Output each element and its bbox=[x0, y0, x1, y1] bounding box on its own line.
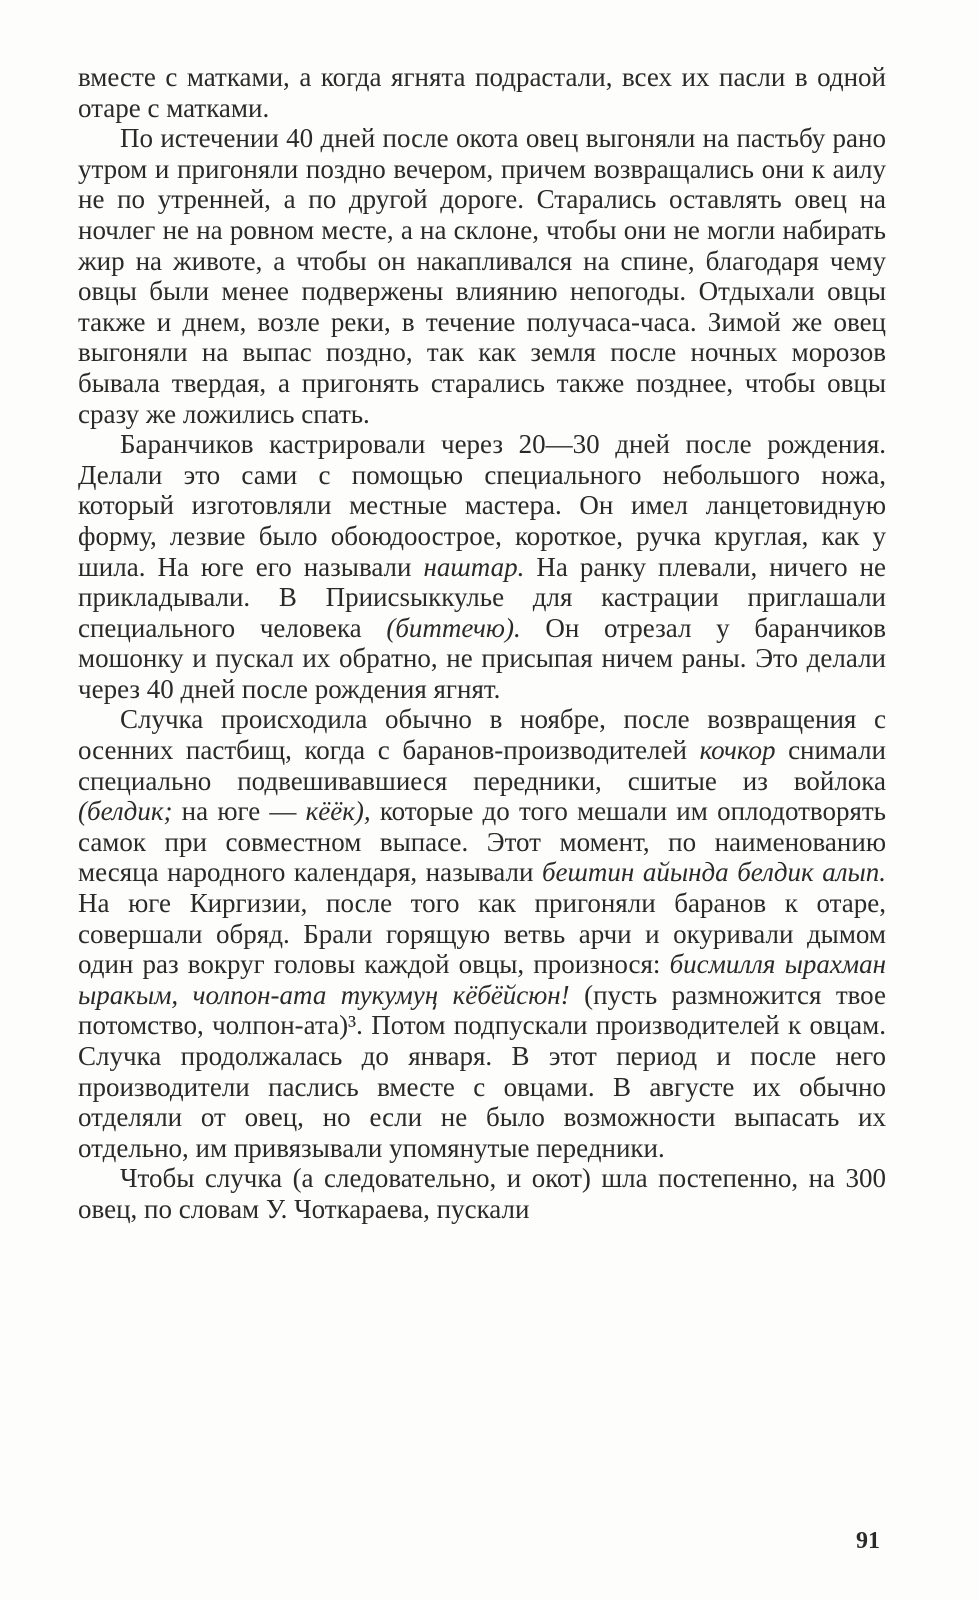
body-text bbox=[78, 62, 886, 1225]
paragraph bbox=[78, 1163, 886, 1224]
text-run: Чтобы случка (а следовательно, и окот) шла постепенно, на 300 овец, по словам У. Чоткараева, пускали bbox=[78, 1163, 886, 1224]
italic-term: кёёк), bbox=[305, 796, 371, 827]
text-run: (пусть размножится твое потомство, чолпон-ата)³. Потом подпускали производителей к овцам. Случка продолжалась до января. В этот период и после него производители паслись вместе с овцами. В августе их обычно отделяли от овец, но если не было возможности выпасать их отдельно, им привязывали упомянутые передники. bbox=[78, 979, 886, 1163]
text-run: На ранку плевали, ничего не прикладывали. В Приисsыккулье для кастрации приглашали специального человека bbox=[78, 551, 887, 643]
text-run: которые до того мешали им оплодотворять самок при совместном выпасе. Этот момент, по наименованию месяца народного календаря, называли bbox=[78, 796, 886, 888]
text-run: снимали специально подвешивавшиеся передники, сшитые из войлока bbox=[78, 735, 886, 796]
text-run: Он отрезал у баранчиков мошонку и пускал их обратно, не присыпая ничем раны. Это делали через 40 дней после рождения ягнят. bbox=[78, 612, 886, 704]
text-run: вместе с матками, а когда ягнята подрастали, всех их пасли в одной отаре с матками. bbox=[78, 62, 886, 123]
text-run: По истечении 40 дней после окота овец выгоняли на пастьбу рано утром и пригоняли поздно вечером, причем возвращались они к аилу не по утренней, а по другой дороге. Старались оставлять овец на ночлег не на ровном месте, а на склоне, чтобы они не могли набирать жир на животе, а чтобы он накапливался на спине, благодаря чему овцы были менее подвержены влиянию непогоды. Отдыхали овцы также и днем, возле реки, в течение получаса-часа. Зимой же овец выгоняли на выпас поздно, так как земля после ночных морозов бывала твердая, а пригонять старались также позднее, чтобы овцы сразу же ложились спать. bbox=[78, 123, 886, 429]
italic-term: (биттечю). bbox=[386, 612, 521, 643]
italic-term: кочкор bbox=[699, 735, 776, 766]
text-run: Баранчиков кастрировали через 20—30 дней после рождения. Делали это сами с помощью специального небольшого ножа, который изготовляли местные мастера. Он имел ланцетовидную форму, лезвие было обоюдоострое, короткое, ручка круглая, как у шила. На юге его называли bbox=[78, 429, 886, 582]
italic-term: бештин айында белдик алып. bbox=[541, 857, 887, 888]
italic-term: (белдик; bbox=[78, 796, 173, 827]
italic-term: бисмилля ырахман ыракым, чолпон-ата тукумуң кёбёйсюн! bbox=[78, 949, 886, 1010]
paragraph bbox=[78, 62, 886, 123]
text-run: на юге — bbox=[172, 796, 306, 827]
text-run: Случка происходила обычно в ноябре, после возвращения с осенних пастбищ, когда с баранов-производителей bbox=[78, 704, 886, 766]
paragraph bbox=[78, 123, 886, 429]
paragraph bbox=[78, 704, 886, 1163]
paragraph bbox=[78, 429, 886, 704]
page-number: 91 bbox=[856, 1528, 880, 1554]
text-run: На юге Киргизии, после того как пригоняли баранов к отаре, совершали обряд. Брали горящую ветвь арчи и окуривали дымом один раз вокруг головы каждой овцы, произнося: bbox=[78, 888, 886, 980]
italic-term: наштар. bbox=[423, 551, 525, 582]
